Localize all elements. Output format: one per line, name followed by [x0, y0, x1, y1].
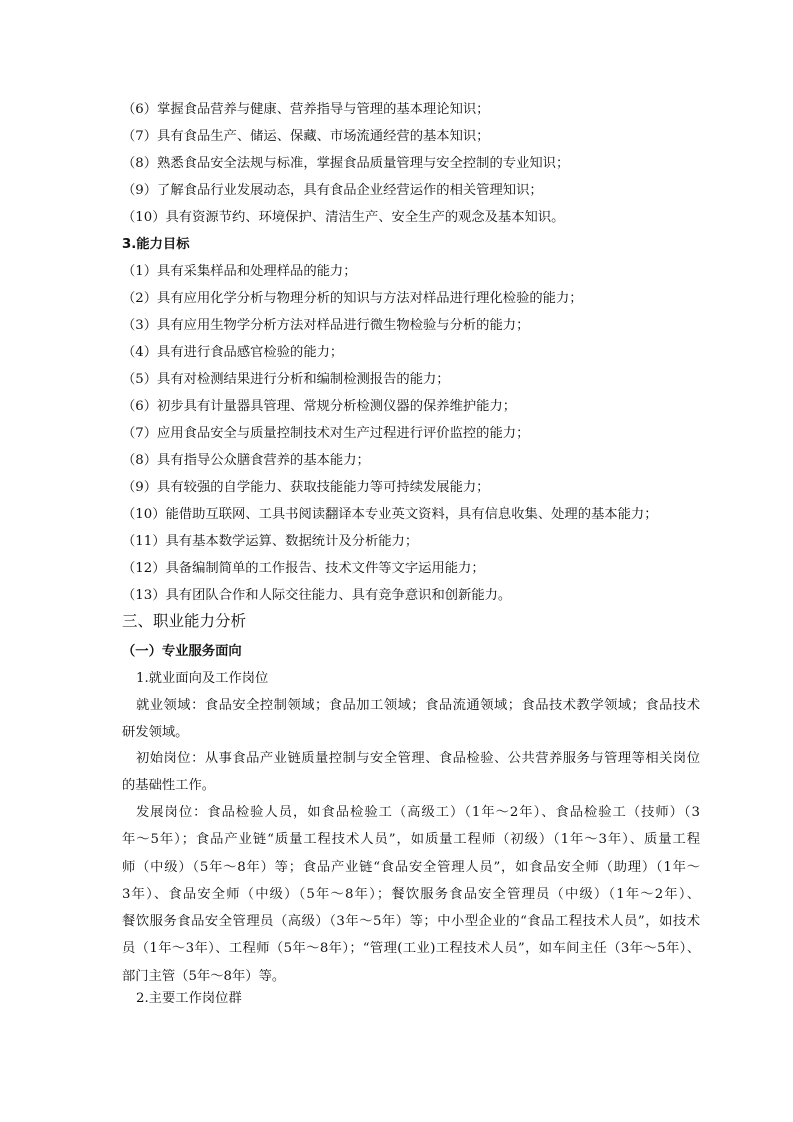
- knowledge-item: （8）熟悉食品安全法规与标准，掌握食品质量管理与安全控制的专业知识；: [122, 156, 570, 171]
- ability-item: （1）具有采集样品和处理样品的能力；: [122, 264, 357, 279]
- knowledge-item: （6）掌握食品营养与健康、营养指导与管理的基本理论知识；: [122, 102, 490, 117]
- ability-item: （2）具有应用化学分析与物理分析的知识与方法对样品进行理化检验的能力；: [122, 291, 583, 306]
- paragraph-line: 初始岗位：从事食品产业链质量控制与安全管理、食品检验、公共营养服务与管理等相关岗位: [136, 751, 700, 766]
- ability-item: （5）具有对检测结果进行分析和编制检测报告的能力；: [122, 372, 450, 387]
- knowledge-item: （7）具有食品生产、储运、保藏、市场流通经营的基本知识；: [122, 129, 490, 144]
- ability-item: （6）初步具有计量器具管理、常规分析检测仪器的保养维护能力；: [122, 399, 517, 414]
- paragraph-line: 餐饮服务食品安全管理员（高级）（3年～5年）等；中小型企业的“食品工程技术人员”，如技术: [122, 914, 700, 930]
- ability-item: （12）具备编制简单的工作报告、技术文件等文字运用能力；: [122, 561, 485, 576]
- ability-heading: 3.能力目标: [122, 237, 190, 252]
- ability-item: （9）具有较强的自学能力、获取技能能力等可持续发展能力；: [122, 480, 490, 495]
- section-title: 三、职业能力分析: [122, 612, 247, 630]
- paragraph-line: 的基础性工作。: [122, 778, 216, 794]
- paragraph-line: 部门主管（5年～8年）等。: [122, 968, 286, 984]
- ability-item: （7）应用食品安全与质量控制技术对生产过程进行评价监控的能力；: [122, 426, 530, 441]
- employment-paragraph: [122, 692, 700, 747]
- paragraph-line: 发展岗位：食品检验人员，如食品检验工（高级工）（1年～2年）、食品检验工（技师）（3: [136, 805, 700, 820]
- ability-item: （4）具有进行食品感官检验的能力；: [122, 345, 344, 360]
- paragraph-line: 师（中级）（5年～8年）等；食品产业链“食品安全管理人员”，如食品安全师（助理）（1年～: [122, 859, 700, 875]
- paragraph-line: 年～5年）；食品产业链“质量工程技术人员”，如质量工程师（初级）（1年～3年）、质量工程: [122, 832, 700, 848]
- development-post-paragraph: [122, 799, 700, 990]
- ability-item: （13）具有团队合作和人际交往能力、具有竞争意识和创新能力。: [122, 588, 512, 603]
- knowledge-item: （10）具有资源节约、环境保护、清洁生产、安全生产的观念及基本知识。: [122, 210, 565, 225]
- paragraph-line: 3年）、食品安全师（中级）（5年～8年）；餐饮服务食品安全管理员（中级）（1年～2年）、: [122, 886, 700, 902]
- subsection-title: （一）专业服务面向: [122, 644, 242, 659]
- ability-item: （3）具有应用生物学分析方法对样品进行微生物检验与分析的能力；: [122, 318, 530, 333]
- ability-item: （10）能借助互联网、工具书阅读翻译本专业英文资料，具有信息收集、处理的基本能力；: [122, 507, 658, 522]
- initial-post-paragraph: [122, 745, 700, 800]
- item2-title: 2.主要工作岗位群: [136, 991, 242, 1006]
- knowledge-item: （9）了解食品行业发展动态，具有食品企业经营运作的相关管理知识；: [122, 183, 543, 198]
- ability-item: （8）具有指导公众膳食营养的基本能力；: [122, 453, 370, 468]
- ability-item: （11）具有基本数学运算、数据统计及分析能力；: [122, 534, 419, 549]
- paragraph-line: 员（1年～3年）、工程师（5年～8年）；“管理(工业)工程技术人员”，如车间主任（3年～5年）、: [122, 941, 700, 957]
- paragraph-line: 研发领域。: [122, 725, 189, 741]
- item1-title: 1.就业面向及工作岗位: [136, 671, 269, 686]
- paragraph-line: 就业领域：食品安全控制领域；食品加工领域；食品流通领域；食品技术教学领域；食品技术: [136, 698, 700, 713]
